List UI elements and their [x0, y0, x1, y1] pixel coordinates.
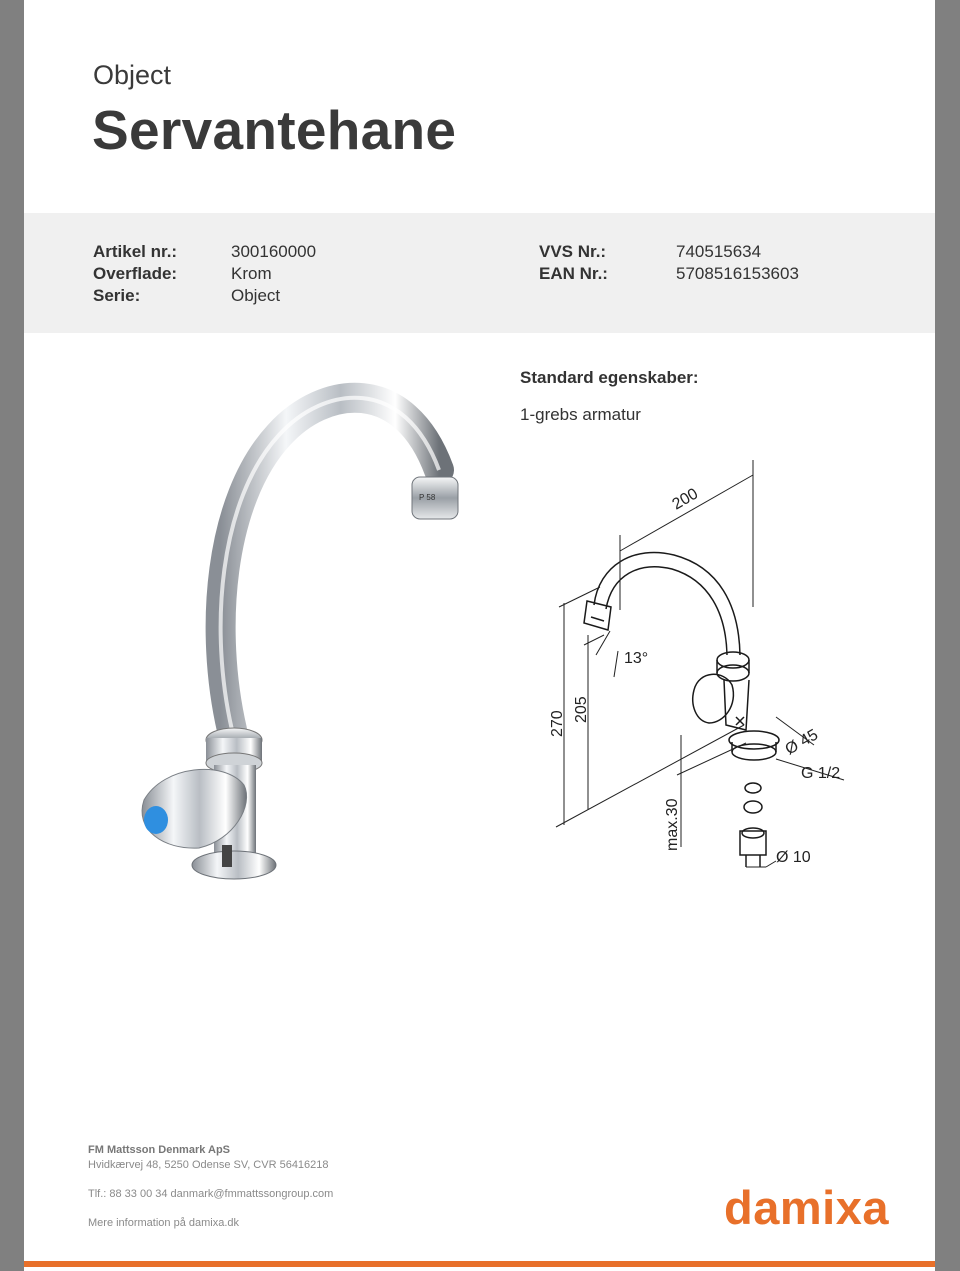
dim-width-label: 200	[669, 485, 702, 514]
info-value-surface: Krom	[231, 264, 272, 283]
damixa-logo: damixa	[724, 1181, 889, 1234]
properties-item: 1-grebs armatur	[520, 405, 641, 424]
info-row-article	[93, 242, 177, 262]
footer-more-info-link[interactable]: Mere information på damixa.dk	[88, 1217, 240, 1229]
properties-heading: Standard egenskaber:	[520, 368, 699, 387]
datasheet-page	[24, 0, 935, 1271]
info-value-article: 300160000	[231, 242, 317, 261]
dim-base-diameter-label: Ø 45	[782, 726, 822, 759]
cold-water-indicator-icon	[144, 806, 168, 834]
info-value-series: Object	[231, 286, 281, 305]
spout-marking: P 58	[419, 493, 436, 502]
info-value-ean: 5708516153603	[676, 264, 799, 283]
info-row-series	[93, 286, 140, 306]
info-key: Serie:	[93, 286, 141, 305]
info-key: Overflade:	[93, 264, 178, 283]
product-title: Servantehane	[92, 99, 457, 161]
info-key: VVS Nr.:	[539, 242, 607, 261]
info-key: EAN Nr.:	[539, 264, 608, 283]
info-row-surface	[93, 264, 177, 284]
dim-max-thickness-label: max.30	[664, 798, 681, 851]
info-row-vvs	[539, 242, 606, 262]
info-value-vvs: 740515634	[676, 242, 762, 261]
dim-angle-label: 13°	[624, 650, 649, 667]
dim-spout-height-label: 205	[573, 696, 590, 723]
info-row-ean	[539, 264, 608, 284]
series-label: Object	[93, 60, 172, 90]
footer-address: Hvidkærvej 48, 5250 Odense SV, CVR 56416218	[88, 1159, 329, 1171]
info-key: Artikel nr.:	[93, 242, 178, 261]
footer-company: FM Mattsson Denmark ApS	[88, 1144, 231, 1156]
dim-pipe-diameter-label: Ø 10	[776, 849, 811, 866]
footer-contact: Tlf.: 88 33 00 34 danmark@fmmattssongroup.com	[88, 1188, 334, 1200]
technical-drawing	[514, 455, 874, 885]
faucet-photo	[104, 380, 484, 900]
dim-total-height-label: 270	[549, 710, 566, 737]
accent-bar	[24, 1261, 935, 1267]
info-band	[24, 213, 935, 333]
dim-thread-label: G 1/2	[801, 765, 841, 782]
